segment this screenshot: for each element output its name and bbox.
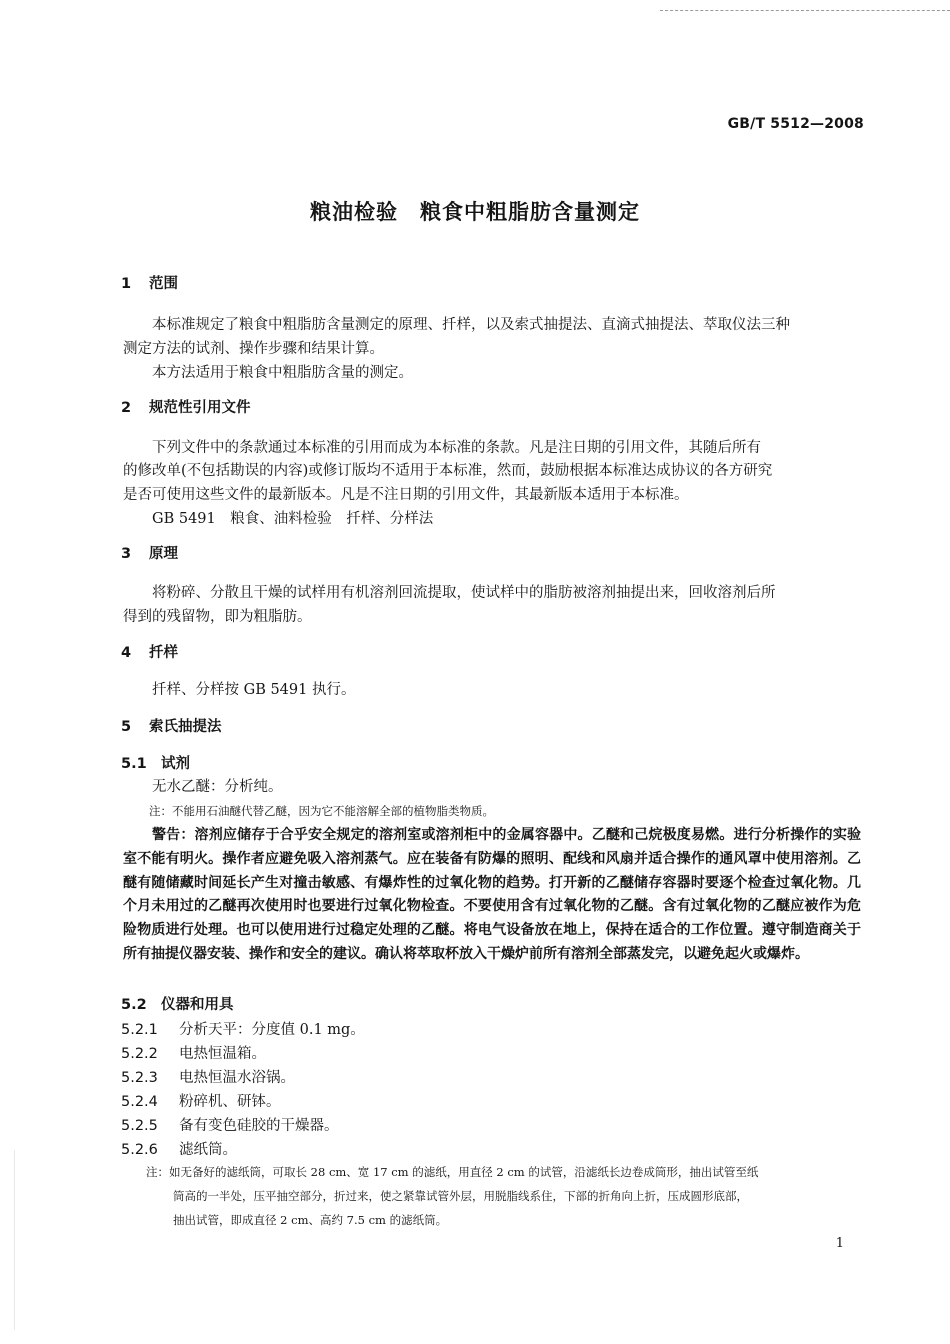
section-number: 3: [121, 546, 132, 562]
reagent-ether: 无水乙醚：分析纯。: [152, 779, 283, 795]
apparatus-item-number: 5.2.1: [121, 1022, 158, 1038]
principle-para-line-1: 将粉碎、分散且干燥的试样用有机溶剂回流提取，使试样中的脂肪被溶剂抽提出来，回收溶剂后所: [152, 585, 776, 601]
apparatus-item: [121, 1066, 295, 1087]
scope-para-line-2: 测定方法的试剂、操作步骤和结果计算。: [123, 341, 384, 357]
apparatus-item: [121, 1114, 339, 1135]
section-number: 5.2: [121, 997, 147, 1013]
page-number: 1: [835, 1236, 844, 1251]
section-number: 5.1: [121, 756, 147, 772]
note-line-1: 注：如无备好的滤纸筒，可取长 28 cm、宽 17 cm 的滤纸，用直径 2 cm 的试管，沿滤纸长边卷成筒形，抽出试管至纸: [146, 1165, 759, 1179]
apparatus-item: [121, 1138, 237, 1159]
note-line-3: 抽出试管，即成直径 2 cm、高约 7.5 cm 的滤纸筒。: [173, 1213, 448, 1227]
section-2-heading: [121, 396, 251, 417]
reference-gb5491: GB 5491 粮食、油料检验 扦样、分样法: [152, 511, 434, 527]
safety-warning: 警告：溶剂应储存于合乎安全规定的溶剂室或溶剂柜中的金属容器中。乙醚和己烷极度易燃。进行分析操作的实验室不能有明火。操作者应避免吸入溶剂蒸气。应在装备有防爆的照明、配线和风扇并适合操作的通风罩中使用溶剂。乙醚有随储藏时间延长产生对撞击敏感、有爆炸性的过氧化物的趋势。打开新的乙醚储存容器时要逐个检查过氧化物。几个月未用过的乙醚再次使用时也要进行过氧化物检查。不要使用含有过氧化物的乙醚。含有过氧化物的乙醚应被作为危险物质进行处理。也可以使用进行过稳定处理的乙醚。将电气设备放在地上，保持在适合的工作位置。遵守制造商关于所有抽提仪器安装、操作和安全的建议。确认将萃取杯放入干燥炉前所有溶剂全部蒸发完，以避免起火或爆炸。: [123, 827, 861, 962]
scope-para-2: 本方法适用于粮食中粗脂肪含量的测定。: [152, 365, 413, 381]
apparatus-item: [121, 1042, 266, 1063]
apparatus-item-number: 5.2.5: [121, 1118, 158, 1134]
sampling-para: 扦样、分样按 GB 5491 执行。: [152, 682, 356, 698]
section-5-1-heading: [121, 752, 190, 773]
reagent-note: 注：不能用石油醚代替乙醚，因为它不能溶解全部的植物脂类物质。: [149, 804, 494, 818]
references-para-line-2: 的修改单(不包括勘误的内容)或修订版均不适用于本标准，然而，鼓励根据本标准达成协议的各方研究: [123, 463, 773, 479]
standard-code: GB/T 5512—2008: [727, 116, 864, 132]
apparatus-item: [121, 1018, 365, 1039]
apparatus-item-text: 分析天平：分度值 0.1 mg。: [179, 1022, 365, 1038]
section-title: 仪器和用具: [161, 997, 234, 1013]
section-title: 试剂: [161, 756, 190, 772]
apparatus-item-number: 5.2.3: [121, 1070, 158, 1086]
note-line-2: 筒高的一半处，压平抽空部分，折过来，使之紧靠试管外层，用脱脂线系住，下部的折角向上折，压成圆形底部，: [173, 1189, 748, 1203]
section-number: 4: [121, 645, 132, 661]
references-para-line-1: 下列文件中的条款通过本标准的引用而成为本标准的条款。凡是注日期的引用文件，其随后所有: [152, 440, 761, 456]
section-title: 索氏抽提法: [149, 719, 222, 735]
section-5-heading: [121, 715, 222, 736]
apparatus-item-number: 5.2.2: [121, 1046, 158, 1062]
section-5-2-heading: [121, 993, 234, 1014]
filter-thimble-note: [146, 1160, 858, 1232]
section-title: 原理: [149, 546, 178, 562]
apparatus-item-number: 5.2.6: [121, 1142, 158, 1158]
apparatus-item-text: 滤纸筒。: [179, 1142, 237, 1158]
header-rule: [660, 10, 950, 11]
apparatus-item-text: 电热恒温水浴锅。: [179, 1070, 295, 1086]
apparatus-item: [121, 1090, 281, 1111]
scan-edge-mark: [14, 1150, 15, 1330]
scope-para-line-1: 本标准规定了粮食中粗脂肪含量测定的原理、扦样，以及索式抽提法、直滴式抽提法、萃取仪法三种: [152, 317, 790, 333]
section-number: 2: [121, 400, 132, 416]
section-4-heading: [121, 641, 178, 662]
section-number: 5: [121, 719, 132, 735]
references-para-line-3: 是否可使用这些文件的最新版本。凡是不注日期的引用文件，其最新版本适用于本标准。: [123, 487, 689, 503]
section-3-heading: [121, 542, 178, 563]
apparatus-item-number: 5.2.4: [121, 1094, 158, 1110]
section-title: 规范性引用文件: [149, 400, 251, 416]
section-title: 范围: [149, 276, 178, 292]
section-1-heading: [121, 272, 178, 293]
section-title: 扦样: [149, 645, 178, 661]
apparatus-item-text: 备有变色硅胶的干燥器。: [179, 1118, 339, 1134]
document-title: 粮油检验 粮食中粗脂肪含量测定: [310, 200, 640, 224]
section-number: 1: [121, 276, 132, 292]
apparatus-item-text: 粉碎机、研钵。: [179, 1094, 281, 1110]
apparatus-item-text: 电热恒温箱。: [179, 1046, 266, 1062]
principle-para-line-2: 得到的残留物，即为粗脂肪。: [123, 609, 312, 625]
